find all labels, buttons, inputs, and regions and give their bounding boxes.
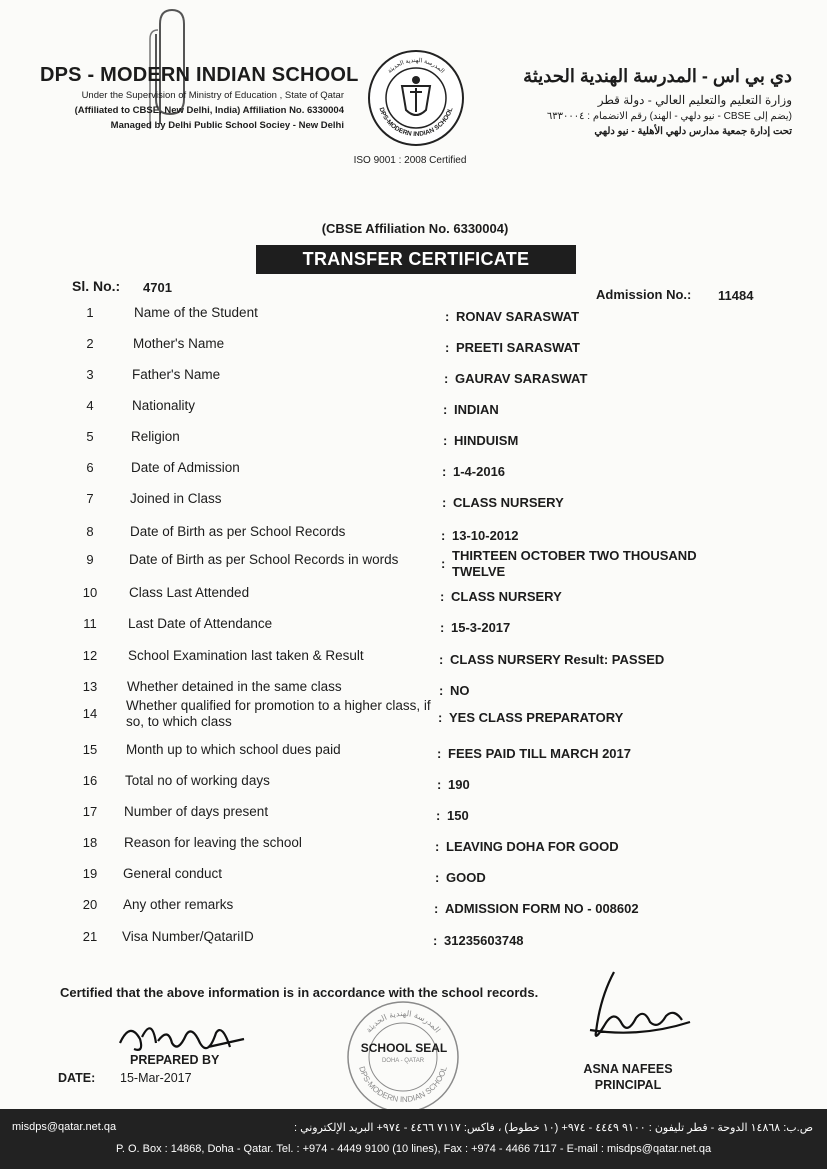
field-label: Date of Birth as per School Records <box>130 524 346 539</box>
field-row <box>0 648 827 678</box>
affiliation-line: (Affiliated to CBSE, New Delhi, India) Affiliation No. 6330004 <box>74 105 344 116</box>
date-label: DATE: <box>58 1071 96 1085</box>
field-value: GOOD <box>446 870 486 885</box>
supervision-line: Under the Supervision of Ministry of Education , State of Qatar <box>81 90 344 101</box>
admission-number: 11484 <box>718 288 754 303</box>
field-colon: : <box>443 433 448 448</box>
field-number: 19 <box>82 866 98 881</box>
field-colon: : <box>440 620 445 635</box>
field-number: 12 <box>82 648 98 663</box>
footer-email: misdps@qatar.net.qa <box>12 1121 117 1133</box>
managed-line: Managed by Delhi Public School Sociey - New Delhi <box>110 120 344 131</box>
field-colon: : <box>444 371 449 386</box>
field-value: CLASS NURSERY <box>453 495 564 510</box>
field-colon: : <box>441 528 446 543</box>
field-label: Joined in Class <box>130 491 222 506</box>
seal-ring-text: DPS-MODERN INDIAN SCHOOL <box>357 1065 449 1105</box>
principal-signature <box>570 968 700 1048</box>
field-number: 4 <box>86 398 94 413</box>
field-label: Name of the Student <box>134 305 258 320</box>
field-value: 150 <box>447 808 469 823</box>
field-value: NO <box>450 683 470 698</box>
field-number: 17 <box>82 804 98 819</box>
field-colon: : <box>436 808 441 823</box>
field-row <box>0 460 827 490</box>
field-label: Nationality <box>132 398 196 413</box>
school-logo <box>366 48 466 148</box>
field-number: 3 <box>86 367 94 382</box>
field-row <box>0 773 827 803</box>
field-value: 190 <box>448 777 470 792</box>
prepared-by-label: PREPARED BY <box>130 1053 220 1067</box>
field-label: Any other remarks <box>123 897 234 912</box>
field-value: INDIAN <box>454 402 499 417</box>
field-number: 11 <box>83 616 97 631</box>
field-value: 31235603748 <box>444 933 524 948</box>
field-number: 8 <box>86 524 94 539</box>
field-value: 1-4-2016 <box>453 464 506 479</box>
field-value: LEAVING DOHA FOR GOOD <box>446 839 619 854</box>
certification-statement: Certified that the above information is in accordance with the school records. <box>60 985 539 1000</box>
field-colon: : <box>435 870 440 885</box>
footer-bar <box>0 1109 827 1169</box>
field-label: Whether qualified for promotion to a higher class, if so, to which class <box>126 698 431 729</box>
field-row <box>0 804 827 834</box>
principal-title: PRINCIPAL <box>594 1078 662 1092</box>
cbse-arabic: (يضم إلى CBSE - نيو دلهي - الهند) رقم الانضمام : ٦٣٣٠٠٠٤ <box>546 111 792 122</box>
field-row <box>0 585 827 615</box>
field-number: 18 <box>82 835 98 850</box>
field-colon: : <box>433 933 438 948</box>
field-colon: : <box>435 839 440 854</box>
field-value: FEES PAID TILL MARCH 2017 <box>448 746 631 761</box>
field-value: CLASS NURSERY Result: PASSED <box>450 652 665 667</box>
field-label: Visa Number/QatariID <box>122 929 254 944</box>
field-colon: : <box>434 901 439 916</box>
ministry-arabic: وزارة التعليم والتعليم العالي - دولة قطر <box>597 93 792 107</box>
field-number: 10 <box>82 585 98 600</box>
field-row <box>0 835 827 865</box>
field-row <box>0 897 827 927</box>
issue-date: 15-Mar-2017 <box>120 1071 192 1085</box>
field-row <box>0 336 827 366</box>
field-colon: : <box>437 777 442 792</box>
field-row <box>0 698 827 736</box>
field-label: Date of Birth as per School Records in words <box>129 552 399 567</box>
field-value: RONAV SARASWAT <box>456 309 580 324</box>
field-colon: : <box>440 589 445 604</box>
principal-name: ASNA NAFEES <box>583 1062 673 1076</box>
field-colon: : <box>439 683 444 698</box>
field-value: CLASS NURSERY <box>451 589 562 604</box>
serial-number-label: Sl. No.: <box>72 278 121 294</box>
school-name-arabic: دي بي اس - المدرسة الهندية الحديثة <box>523 66 792 86</box>
field-label: Mother's Name <box>133 336 225 351</box>
field-number: 14 <box>82 706 98 721</box>
field-row <box>0 742 827 772</box>
seal-city: DOHA - QATAR <box>381 1058 425 1064</box>
field-value: GAURAV SARASWAT <box>455 371 588 386</box>
field-label: Class Last Attended <box>129 585 250 600</box>
iso-certification: ISO 9001 : 2008 Certified <box>353 155 467 166</box>
field-number: 2 <box>86 336 94 351</box>
field-colon: : <box>438 710 443 725</box>
field-colon: : <box>445 340 450 355</box>
field-colon: : <box>442 464 447 479</box>
field-row <box>0 398 827 428</box>
logo-text-top: المدرسة الهندية الحديثة <box>386 56 446 75</box>
field-number: 5 <box>86 429 94 444</box>
field-number: 1 <box>86 305 94 320</box>
field-number: 9 <box>86 552 94 567</box>
field-value: 13-10-2012 <box>452 528 519 543</box>
field-label: School Examination last taken & Result <box>128 648 364 663</box>
field-label: Month up to which school dues paid <box>126 742 341 757</box>
field-row <box>0 616 827 646</box>
field-value: ADMISSION FORM NO - 008602 <box>445 901 639 916</box>
field-number: 20 <box>82 897 98 912</box>
field-value: PREETI SARASWAT <box>456 340 580 355</box>
field-colon: : <box>439 652 444 667</box>
field-number: 7 <box>86 491 94 506</box>
principal-block <box>568 1061 688 1093</box>
field-label: Religion <box>131 429 180 444</box>
field-number: 21 <box>82 929 98 944</box>
field-row <box>0 548 827 582</box>
field-label: Number of days present <box>124 804 269 819</box>
field-number: 6 <box>86 460 94 475</box>
field-label: Date of Admission <box>131 460 240 475</box>
footer-arabic-contact: ص.ب: ١٤٨٦٨ الدوحة - قطر تليفون : ٩١٠٠ ٤٤٤٩ - ٩٧٤+ (١٠ خطوط) ، فاكس: ٧١١٧ ٤٤٦٦ - ٩٧٤+ البريد الإلكتروني : <box>293 1122 813 1134</box>
field-row <box>0 367 827 397</box>
logo-text-bottom: DPS-MODERN INDIAN SCHOOL <box>377 106 455 139</box>
footer-address: P. O. Box : 14868, Doha - Qatar. Tel. : +974 - 4449 9100 (10 lines), Fax : +974 - 4466 7117 - E-mail : misdps@qatar.net.qa <box>115 1143 712 1155</box>
field-row <box>0 491 827 521</box>
field-label: Whether detained in the same class <box>127 679 342 694</box>
field-label: Father's Name <box>132 367 221 382</box>
cbse-affiliation: (CBSE Affiliation No. 6330004) <box>321 221 509 236</box>
document-title: TRANSFER CERTIFICATE <box>256 245 576 274</box>
school-seal-label: SCHOOL SEAL <box>360 1041 448 1055</box>
field-label: General conduct <box>123 866 223 881</box>
field-colon: : <box>442 495 447 510</box>
field-label: Total no of working days <box>125 773 270 788</box>
field-row <box>0 866 827 896</box>
field-value: 15-3-2017 <box>451 620 511 635</box>
field-row <box>0 929 827 959</box>
field-number: 15 <box>82 742 98 757</box>
seal-arabic-text: المدرسة الهندية الحديثة <box>364 1008 443 1035</box>
field-number: 13 <box>82 679 98 694</box>
field-colon: : <box>441 556 446 571</box>
field-label: Last Date of Attendance <box>128 616 273 631</box>
field-colon: : <box>443 402 448 417</box>
serial-number: 4701 <box>143 280 172 295</box>
school-seal-stamp <box>344 998 462 1116</box>
field-value: YES CLASS PREPARATORY <box>449 710 624 725</box>
field-number: 16 <box>82 773 98 788</box>
field-colon: : <box>445 309 450 324</box>
field-row <box>0 429 827 459</box>
admission-number-label: Admission No.: <box>596 287 692 302</box>
field-value: HINDUISM <box>454 433 519 448</box>
school-name-english: DPS - MODERN INDIAN SCHOOL <box>40 64 359 86</box>
field-value: THIRTEEN OCTOBER TWO THOUSAND TWELVE <box>452 548 697 579</box>
field-label: Reason for leaving the school <box>124 835 302 850</box>
field-colon: : <box>437 746 442 761</box>
managed-arabic: تحت إدارة جمعية مدارس دلهي الأهلية - نيو دلهي <box>594 126 792 137</box>
field-row <box>0 305 827 335</box>
